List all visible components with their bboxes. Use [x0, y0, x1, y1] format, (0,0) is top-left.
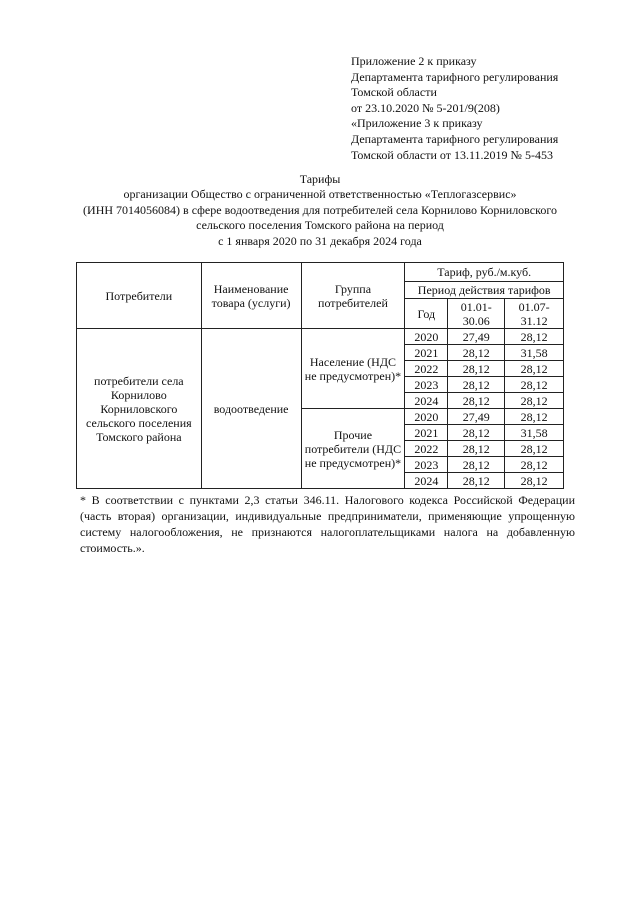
tariff-cell: 28,12: [505, 409, 564, 425]
appendix-line: Томской области от 13.11.2019 № 5-453: [351, 147, 553, 162]
year-cell: 2021: [405, 425, 448, 441]
tariff-cell: 28,12: [448, 345, 505, 361]
tariff-table: [76, 262, 564, 489]
tariff-cell: 28,12: [505, 441, 564, 457]
tariff-cell: 28,12: [448, 361, 505, 377]
year-cell: 2022: [405, 361, 448, 377]
tariff-cell: 28,12: [448, 377, 505, 393]
group-cell: Население (НДС не предусмотрен)*: [301, 329, 405, 409]
tariff-cell: 28,12: [448, 393, 505, 409]
consumer-cell: потребители села Корнилово Корниловского сельского поселения Томского района: [77, 329, 202, 489]
header-service: Наименование товара (услуги): [201, 263, 301, 329]
tariff-cell: 28,12: [505, 361, 564, 377]
appendix-line: от 23.10.2020 № 5-201/9(208): [351, 100, 500, 115]
table-header-row: [77, 263, 564, 282]
appendix-block: [351, 54, 558, 163]
year-cell: 2021: [405, 345, 448, 361]
year-cell: 2022: [405, 441, 448, 457]
header-group: Группа потребителей: [301, 263, 405, 329]
year-cell: 2024: [405, 473, 448, 489]
tariff-cell: 28,12: [448, 473, 505, 489]
year-cell: 2020: [405, 409, 448, 425]
header-tariff: Тариф, руб./м.куб.: [405, 263, 564, 282]
title-line: с 1 января 2020 по 31 декабря 2024 года: [218, 233, 422, 248]
appendix-line: Департамента тарифного регулирования: [351, 69, 559, 84]
tariff-cell: 28,12: [505, 393, 564, 409]
title-heading: Тарифы: [299, 172, 341, 186]
document-title: [60, 172, 580, 249]
appendix-line: «Приложение 3 к приказу: [351, 116, 483, 131]
tariff-cell: 28,12: [505, 329, 564, 345]
title-line: организации Общество с ограниченной ответственностью «Теплогазсервис»: [123, 187, 517, 202]
appendix-line: Департамента тарифного регулирования: [351, 131, 559, 146]
year-cell: 2024: [405, 393, 448, 409]
tariff-cell: 27,49: [448, 329, 505, 345]
tariff-cell: 31,58: [505, 425, 564, 441]
header-year: Год: [405, 299, 448, 329]
tariff-cell: 28,12: [505, 473, 564, 489]
title-line: сельского поселения Томского района на период: [196, 218, 444, 233]
tariff-cell: 28,12: [505, 457, 564, 473]
header-period-2: 01.07-31.12: [505, 299, 564, 329]
header-period: Период действия тарифов: [405, 282, 564, 299]
appendix-line: Томской области: [351, 85, 437, 100]
table-row: [77, 329, 564, 345]
header-consumers: Потребители: [77, 263, 202, 329]
year-cell: 2023: [405, 377, 448, 393]
tariff-cell: 28,12: [448, 425, 505, 441]
title-line: (ИНН 7014056084) в сфере водоотведения для потребителей села Корнилово Корниловского: [83, 202, 557, 217]
tariff-cell: 28,12: [505, 377, 564, 393]
tariff-cell: 28,12: [448, 441, 505, 457]
tariff-cell: 27,49: [448, 409, 505, 425]
service-cell: водоотведение: [201, 329, 301, 489]
tariff-cell: 28,12: [448, 457, 505, 473]
appendix-line: Приложение 2 к приказу: [351, 54, 477, 68]
group-cell: Прочие потребители (НДС не предусмотрен)*: [301, 409, 405, 489]
tariff-cell: 31,58: [505, 345, 564, 361]
year-cell: 2020: [405, 329, 448, 345]
footnote: * В соответствии с пунктами 2,3 статьи 346.11. Налогового кодекса Российской Федерации (часть вторая) организации, индивидуальные предприниматели, применяющие упрощенную систему налогообложения, не признаются налогоплательщиками налога на добавленную стоимость.».: [80, 493, 575, 555]
header-period-1: 01.01-30.06: [448, 299, 505, 329]
year-cell: 2023: [405, 457, 448, 473]
